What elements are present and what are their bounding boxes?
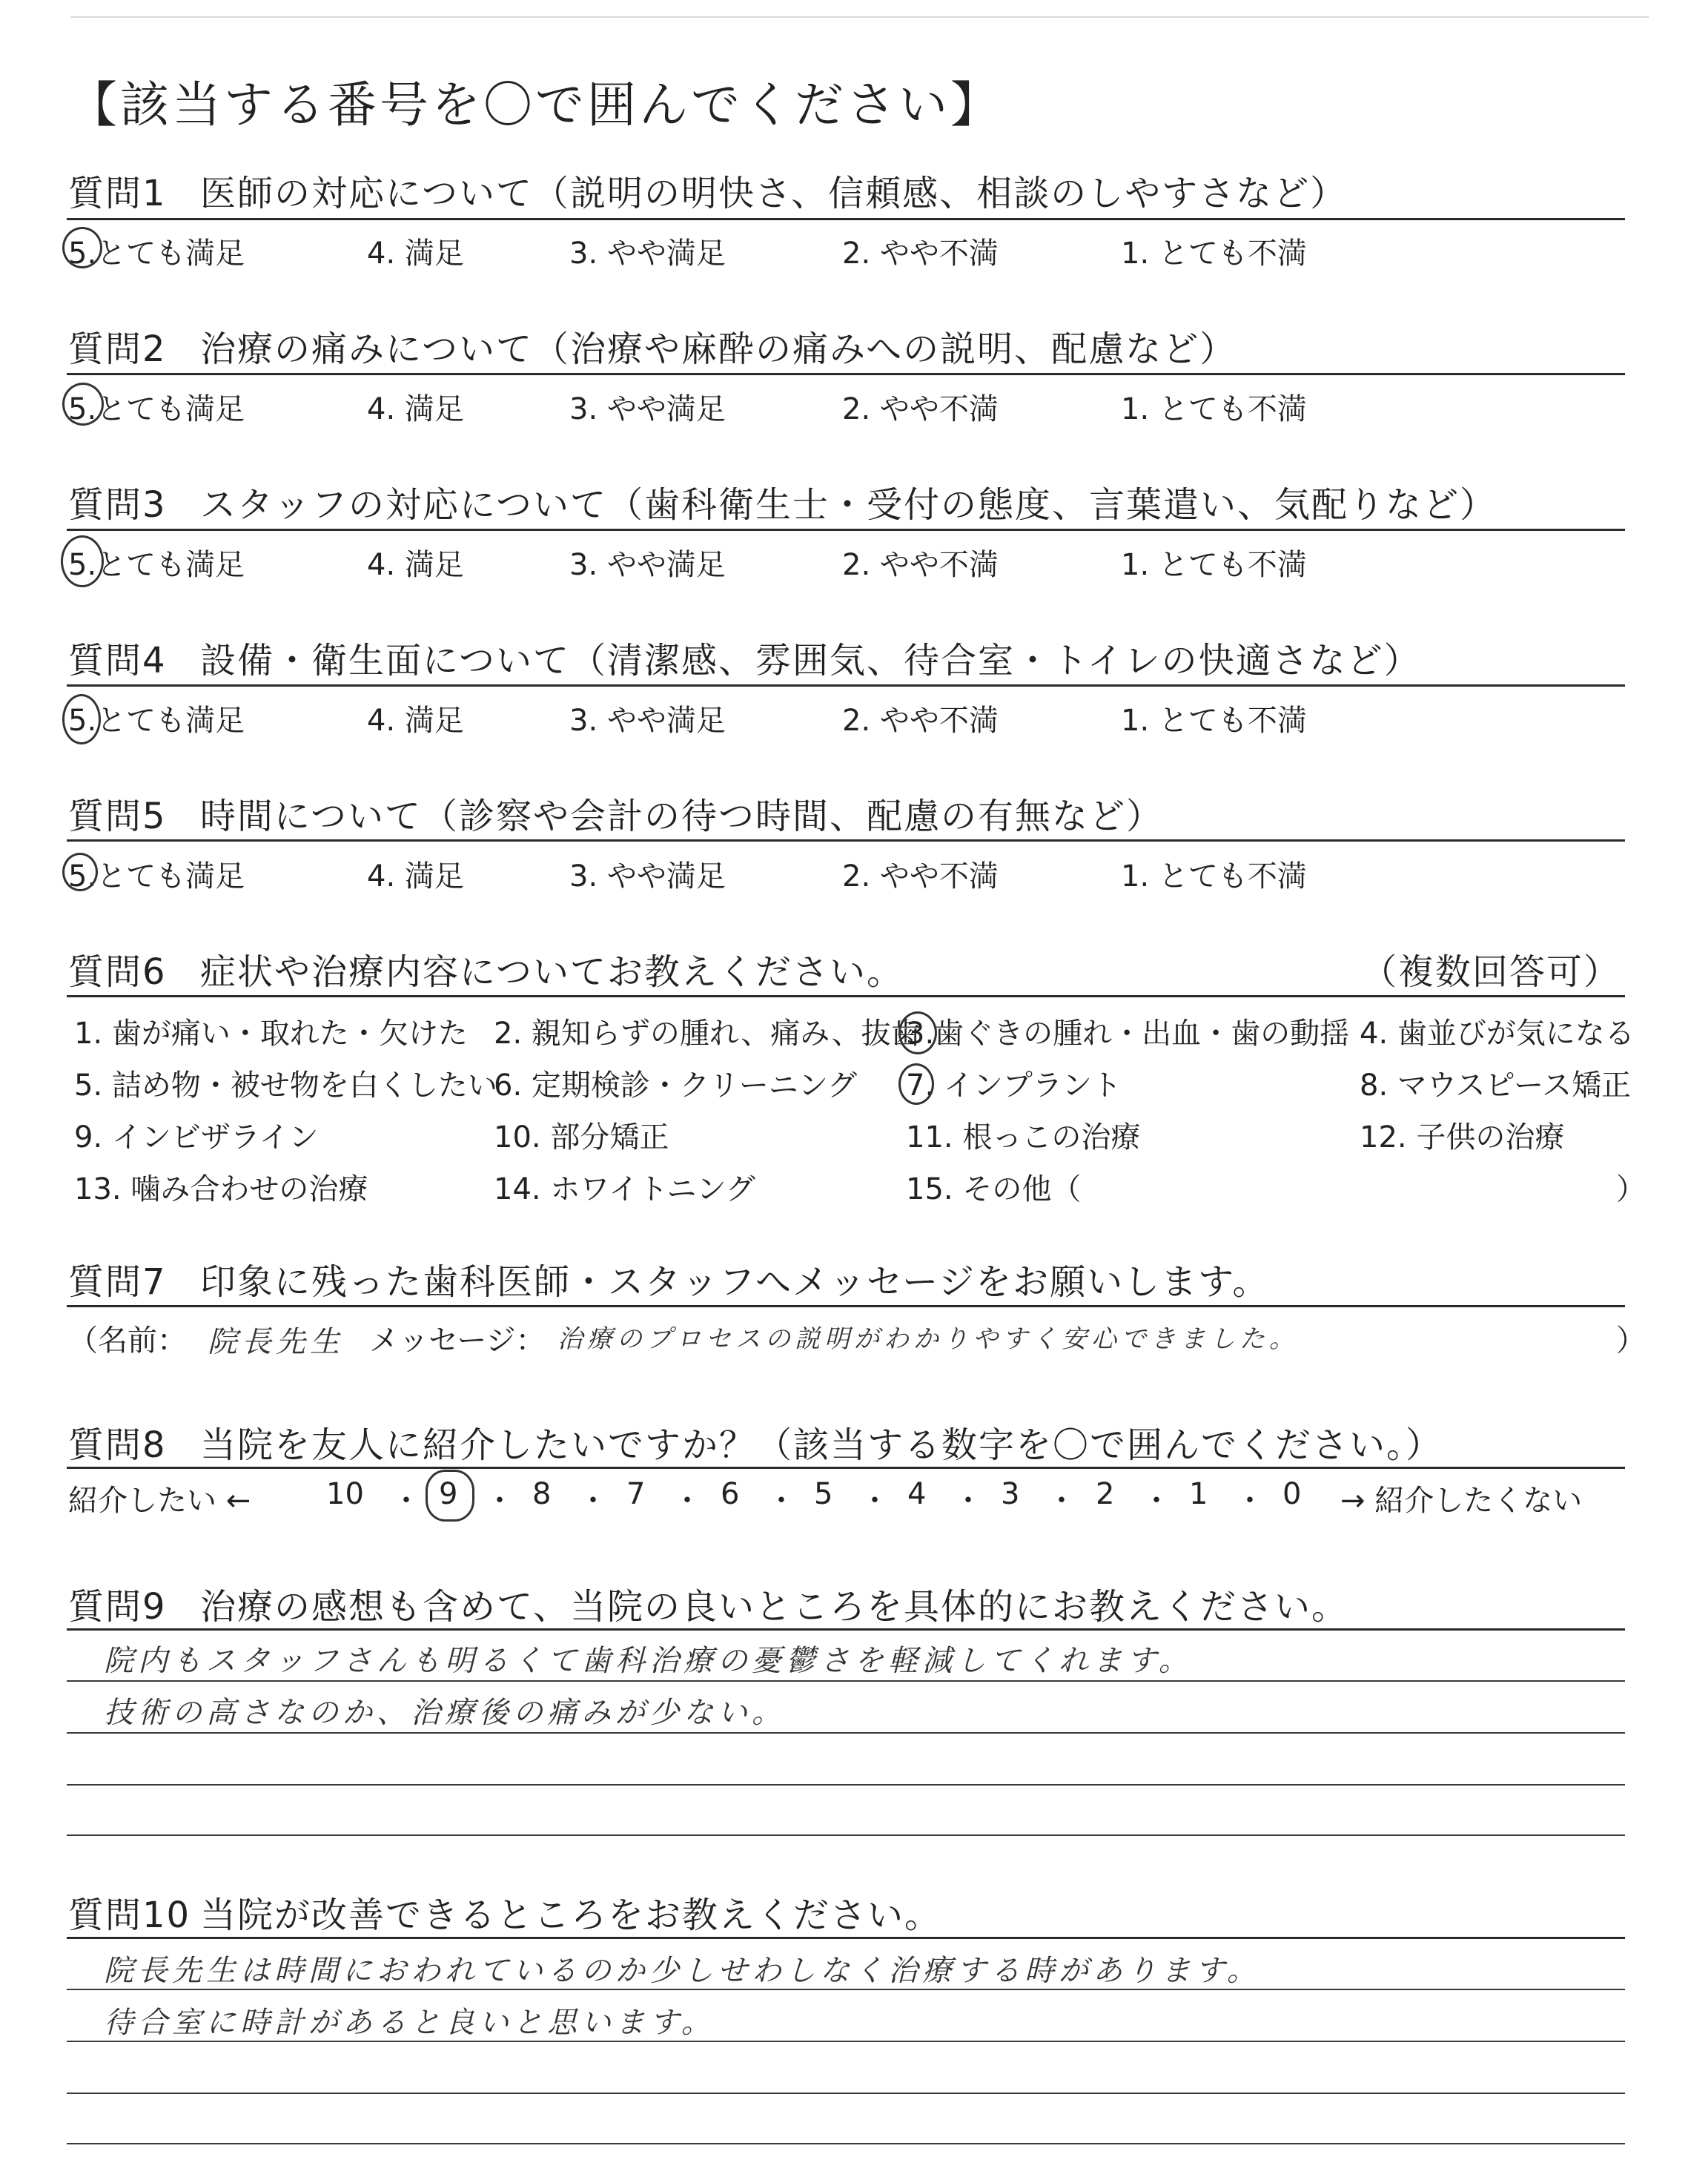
option-2[interactable]: 2. やや不満 xyxy=(842,704,999,738)
answer-line-2[interactable]: 待合室に時計があると良いと思います。 xyxy=(104,2006,715,2040)
answer-circle xyxy=(426,1470,474,1522)
scale-separator: ・ xyxy=(1047,1484,1076,1518)
question-6-heading xyxy=(68,943,904,994)
other-close-paren: ） xyxy=(1616,1172,1646,1206)
answer-line-1[interactable]: 院内もスタッフさんも明るくて歯科治療の憂鬱さを軽減してくれます。 xyxy=(104,1644,1193,1678)
answer-line xyxy=(67,1784,1625,1786)
answer-line xyxy=(67,1680,1625,1682)
question-number: 質問3 xyxy=(68,484,167,526)
scale-value-10[interactable]: 10 xyxy=(326,1477,364,1511)
name-value[interactable]: 院長先生 xyxy=(208,1325,344,1359)
option-1[interactable]: 1. とても不満 xyxy=(1121,859,1307,894)
answer-circle xyxy=(62,227,102,268)
question-text: 当院を友人に紹介したいですか？（該当する数字を〇で囲んでください。） xyxy=(200,1424,1443,1466)
option-1[interactable]: 1. とても不満 xyxy=(1121,237,1307,271)
option-3[interactable]: 3.歯ぐきの腫れ・出血・歯の動揺 xyxy=(906,1017,1350,1051)
question-1-rule xyxy=(67,218,1625,220)
scale-value-2[interactable]: 2 xyxy=(1096,1477,1115,1511)
question-number: 質問1 xyxy=(68,173,167,214)
option-2[interactable]: 2. やや不満 xyxy=(842,548,999,582)
question-8-rule xyxy=(67,1467,1625,1469)
question-text: 設備・衛生面について（清潔感、雰囲気、待合室・トイレの快適さなど） xyxy=(200,640,1421,681)
answer-circle xyxy=(62,694,101,744)
scale-value-9[interactable]: 9 xyxy=(439,1477,458,1511)
page-title: 【該当する番号を〇で囲んでください】 xyxy=(68,76,1002,133)
question-9-rule xyxy=(67,1628,1625,1631)
question-number: 質問9 xyxy=(68,1586,167,1628)
question-number: 質問6 xyxy=(68,951,167,993)
question-text: 治療の感想も含めて、当院の良いところを具体的にお教えください。 xyxy=(200,1586,1349,1628)
question-3-heading xyxy=(68,476,1497,527)
question-6-rule xyxy=(67,995,1625,997)
message-value[interactable]: 治療のプロセスの説明がわかりやすく安心できました。 xyxy=(557,1324,1299,1354)
scale-right-label: → 紹介したくない xyxy=(1340,1484,1583,1518)
option-4[interactable]: 4. 満足 xyxy=(367,704,464,738)
option-3[interactable]: 3. やや満足 xyxy=(569,548,726,582)
answer-circle xyxy=(898,1011,937,1054)
question-2-rule xyxy=(67,373,1625,375)
answer-circle xyxy=(62,383,104,426)
scale-value-8[interactable]: 8 xyxy=(532,1477,552,1511)
message-close-paren: ） xyxy=(1616,1324,1646,1358)
scale-separator: ・ xyxy=(485,1484,514,1518)
question-3-rule xyxy=(67,529,1625,531)
question-text: 治療の痛みについて（治療や麻酔の痛みへの説明、配慮など） xyxy=(200,328,1237,370)
answer-circle xyxy=(898,1063,934,1105)
option-5[interactable]: 5.とても満足 xyxy=(68,237,245,271)
question-4-heading xyxy=(68,632,1421,683)
option-1[interactable]: 1. とても不満 xyxy=(1121,392,1307,426)
question-number: 質問10 xyxy=(68,1895,191,1936)
scale-separator: ・ xyxy=(767,1484,796,1518)
answer-line xyxy=(67,1732,1625,1734)
top-edge-line xyxy=(70,16,1649,18)
option-3[interactable]: 3. やや満足 xyxy=(569,392,726,426)
option-3[interactable]: 3. やや満足 xyxy=(569,859,726,894)
option-5[interactable]: 5.とても満足 xyxy=(68,859,245,894)
answer-line-2[interactable]: 技術の高さなのか、治療後の痛みが少ない。 xyxy=(104,1696,786,1730)
question-text: 当院が改善できるところをお教えください。 xyxy=(200,1895,942,1936)
option-3[interactable]: 3. やや満足 xyxy=(569,704,726,738)
scale-left-label: 紹介したい ← xyxy=(68,1484,251,1518)
scale-separator: ・ xyxy=(578,1484,608,1518)
question-text: 症状や治療内容についてお教えください。 xyxy=(200,951,904,993)
option-1[interactable]: 1. とても不満 xyxy=(1121,704,1307,738)
option-14[interactable]: 14. ホワイトニング xyxy=(494,1172,755,1206)
scale-value-1[interactable]: 1 xyxy=(1189,1477,1208,1511)
scale-value-5[interactable]: 5 xyxy=(814,1477,833,1511)
scale-separator: ・ xyxy=(1142,1484,1171,1518)
option-8[interactable]: 8. マウスピース矯正 xyxy=(1360,1069,1632,1103)
option-6[interactable]: 6. 定期検診・クリーニング xyxy=(494,1069,858,1103)
question-9-heading xyxy=(68,1578,1348,1629)
option-5[interactable]: 5.とても満足 xyxy=(68,704,245,738)
option-1[interactable]: 1. とても不満 xyxy=(1121,548,1307,582)
option-5[interactable]: 5.とても満足 xyxy=(68,548,245,582)
option-10[interactable]: 10. 部分矯正 xyxy=(494,1120,669,1155)
question-text: 医師の対応について（説明の明快さ、信頼感、相談のしやすさなど） xyxy=(200,173,1348,214)
option-1[interactable]: 1. 歯が痛い・取れた・欠けた xyxy=(74,1017,468,1051)
scale-value-7[interactable]: 7 xyxy=(626,1477,646,1511)
option-13[interactable]: 13. 噛み合わせの治療 xyxy=(74,1172,368,1206)
scale-separator: ・ xyxy=(953,1484,983,1518)
multiple-answer-note: （複数回答可） xyxy=(1361,951,1621,993)
question-5-heading xyxy=(68,787,1163,839)
scale-value-4[interactable]: 4 xyxy=(907,1477,927,1511)
question-2-heading xyxy=(68,320,1237,371)
answer-circle xyxy=(62,853,98,891)
name-label: （名前： xyxy=(68,1324,187,1358)
option-12[interactable]: 12. 子供の治療 xyxy=(1360,1120,1565,1155)
scale-separator: ・ xyxy=(672,1484,702,1518)
question-4-rule xyxy=(67,684,1625,687)
question-number: 質問2 xyxy=(68,328,167,370)
question-number: 質問8 xyxy=(68,1424,167,1466)
option-2[interactable]: 2. やや不満 xyxy=(842,392,999,426)
question-1-heading xyxy=(68,165,1347,216)
question-5-rule xyxy=(67,839,1625,842)
option-4[interactable]: 4. 満足 xyxy=(367,859,464,894)
option-5[interactable]: 5.とても満足 xyxy=(68,392,245,426)
option-2[interactable]: 2. やや不満 xyxy=(842,859,999,894)
option-4[interactable]: 4. 満足 xyxy=(367,548,464,582)
question-7-rule xyxy=(67,1305,1625,1307)
option-7[interactable]: 7. インプラント xyxy=(906,1069,1122,1103)
option-2[interactable]: 2. 親知らずの腫れ、痛み、抜歯 xyxy=(494,1017,921,1051)
question-text: 印象に残った歯科医師・スタッフへメッセージをお願いします。 xyxy=(200,1261,1270,1303)
scale-value-6[interactable]: 6 xyxy=(721,1477,740,1511)
question-10-heading xyxy=(68,1886,941,1938)
question-8-heading xyxy=(68,1416,1443,1467)
answer-line xyxy=(67,2143,1625,2144)
option-4[interactable]: 4. 満足 xyxy=(367,392,464,426)
answer-circle xyxy=(61,535,104,587)
question-text: スタッフの対応について（歯科衛生士・受付の態度、言葉遣い、気配りなど） xyxy=(200,484,1497,526)
question-number: 質問5 xyxy=(68,796,167,837)
option-9[interactable]: 9. インビザライン xyxy=(74,1120,319,1155)
option-2[interactable]: 2. やや不満 xyxy=(842,237,999,271)
question-number: 質問7 xyxy=(68,1261,167,1303)
option-3[interactable]: 3. やや満足 xyxy=(569,237,726,271)
message-label: メッセージ： xyxy=(369,1324,546,1358)
answer-line xyxy=(67,2093,1625,2094)
option-5[interactable]: 5. 詰め物・被せ物を白くしたい xyxy=(74,1069,497,1103)
answer-line xyxy=(67,1834,1625,1836)
question-10-rule xyxy=(67,1937,1625,1939)
question-7-heading xyxy=(68,1253,1269,1304)
question-text: 時間について（診察や会計の待つ時間、配慮の有無など） xyxy=(200,796,1164,837)
option-4[interactable]: 4. 歯並びが気になる xyxy=(1360,1017,1635,1051)
option-15[interactable]: 15. その他（ xyxy=(906,1172,1082,1206)
scale-separator: ・ xyxy=(391,1484,421,1518)
question-number: 質問4 xyxy=(68,640,167,681)
scale-value-0[interactable]: 0 xyxy=(1282,1477,1302,1511)
scale-separator: ・ xyxy=(860,1484,890,1518)
answer-line-1[interactable]: 院長先生は時間におわれているのか少しせわしなく治療する時があります。 xyxy=(104,1954,1261,1988)
scale-separator: ・ xyxy=(1235,1484,1265,1518)
option-11[interactable]: 11. 根っこの治療 xyxy=(906,1120,1141,1155)
scale-value-3[interactable]: 3 xyxy=(1001,1477,1020,1511)
option-4[interactable]: 4. 満足 xyxy=(367,237,464,271)
